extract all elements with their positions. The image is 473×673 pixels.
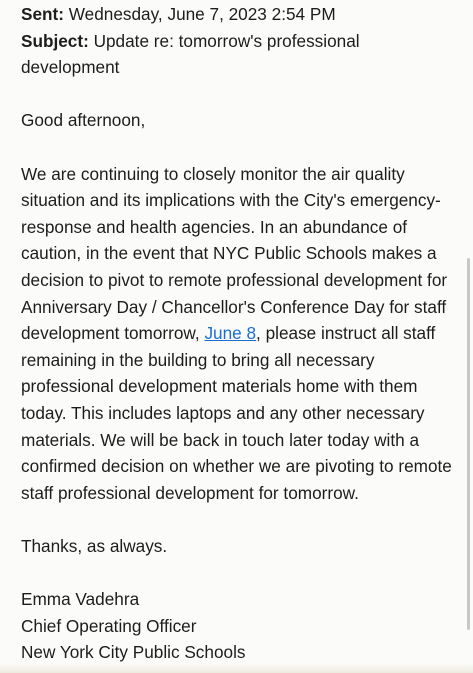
body-paragraph [21, 161, 461, 507]
closing-line: Thanks, as always. [21, 535, 168, 556]
signature-name: Emma Vadehra [21, 589, 140, 610]
signature-block [21, 586, 461, 666]
date-link[interactable]: June 8 [204, 323, 257, 344]
body-paragraph-part2: , please instruct all staff remaining in the building to bring all necessary professional development materials home with them today. This includes laptops and any other necessary materials. We will be back in touch later today with a confirmed decision on whether we are pivoting to remote staff professional development for tomorrow. [21, 323, 452, 503]
bottom-edge-shadow [0, 663, 473, 673]
sent-value: Wednesday, June 7, 2023 2:54 PM [63, 4, 336, 24]
signature-title: Chief Operating Officer [21, 615, 197, 636]
body-paragraph-part1: We are continuing to closely monitor the air quality situation and its implications with the City's emergency-response and health agencies. In an abundance of caution, in the event that NYC Public Schools makes a decision to pivot to remote professional development for Anniversary Day / Chancellor's Conference Day for staff development tomorrow, [21, 163, 448, 344]
greeting: Good afternoon, [21, 110, 146, 131]
email-message [21, 1, 461, 666]
subject-label: Subject: [21, 30, 89, 51]
sent-label: Sent: [21, 4, 64, 24]
signature-organization: New York City Public Schools [21, 642, 246, 663]
vertical-scrollbar[interactable] [467, 258, 470, 630]
sent-line [21, 1, 461, 28]
subject-value: Update re: tomorrow's professional development [21, 30, 360, 78]
subject-line [21, 28, 461, 81]
